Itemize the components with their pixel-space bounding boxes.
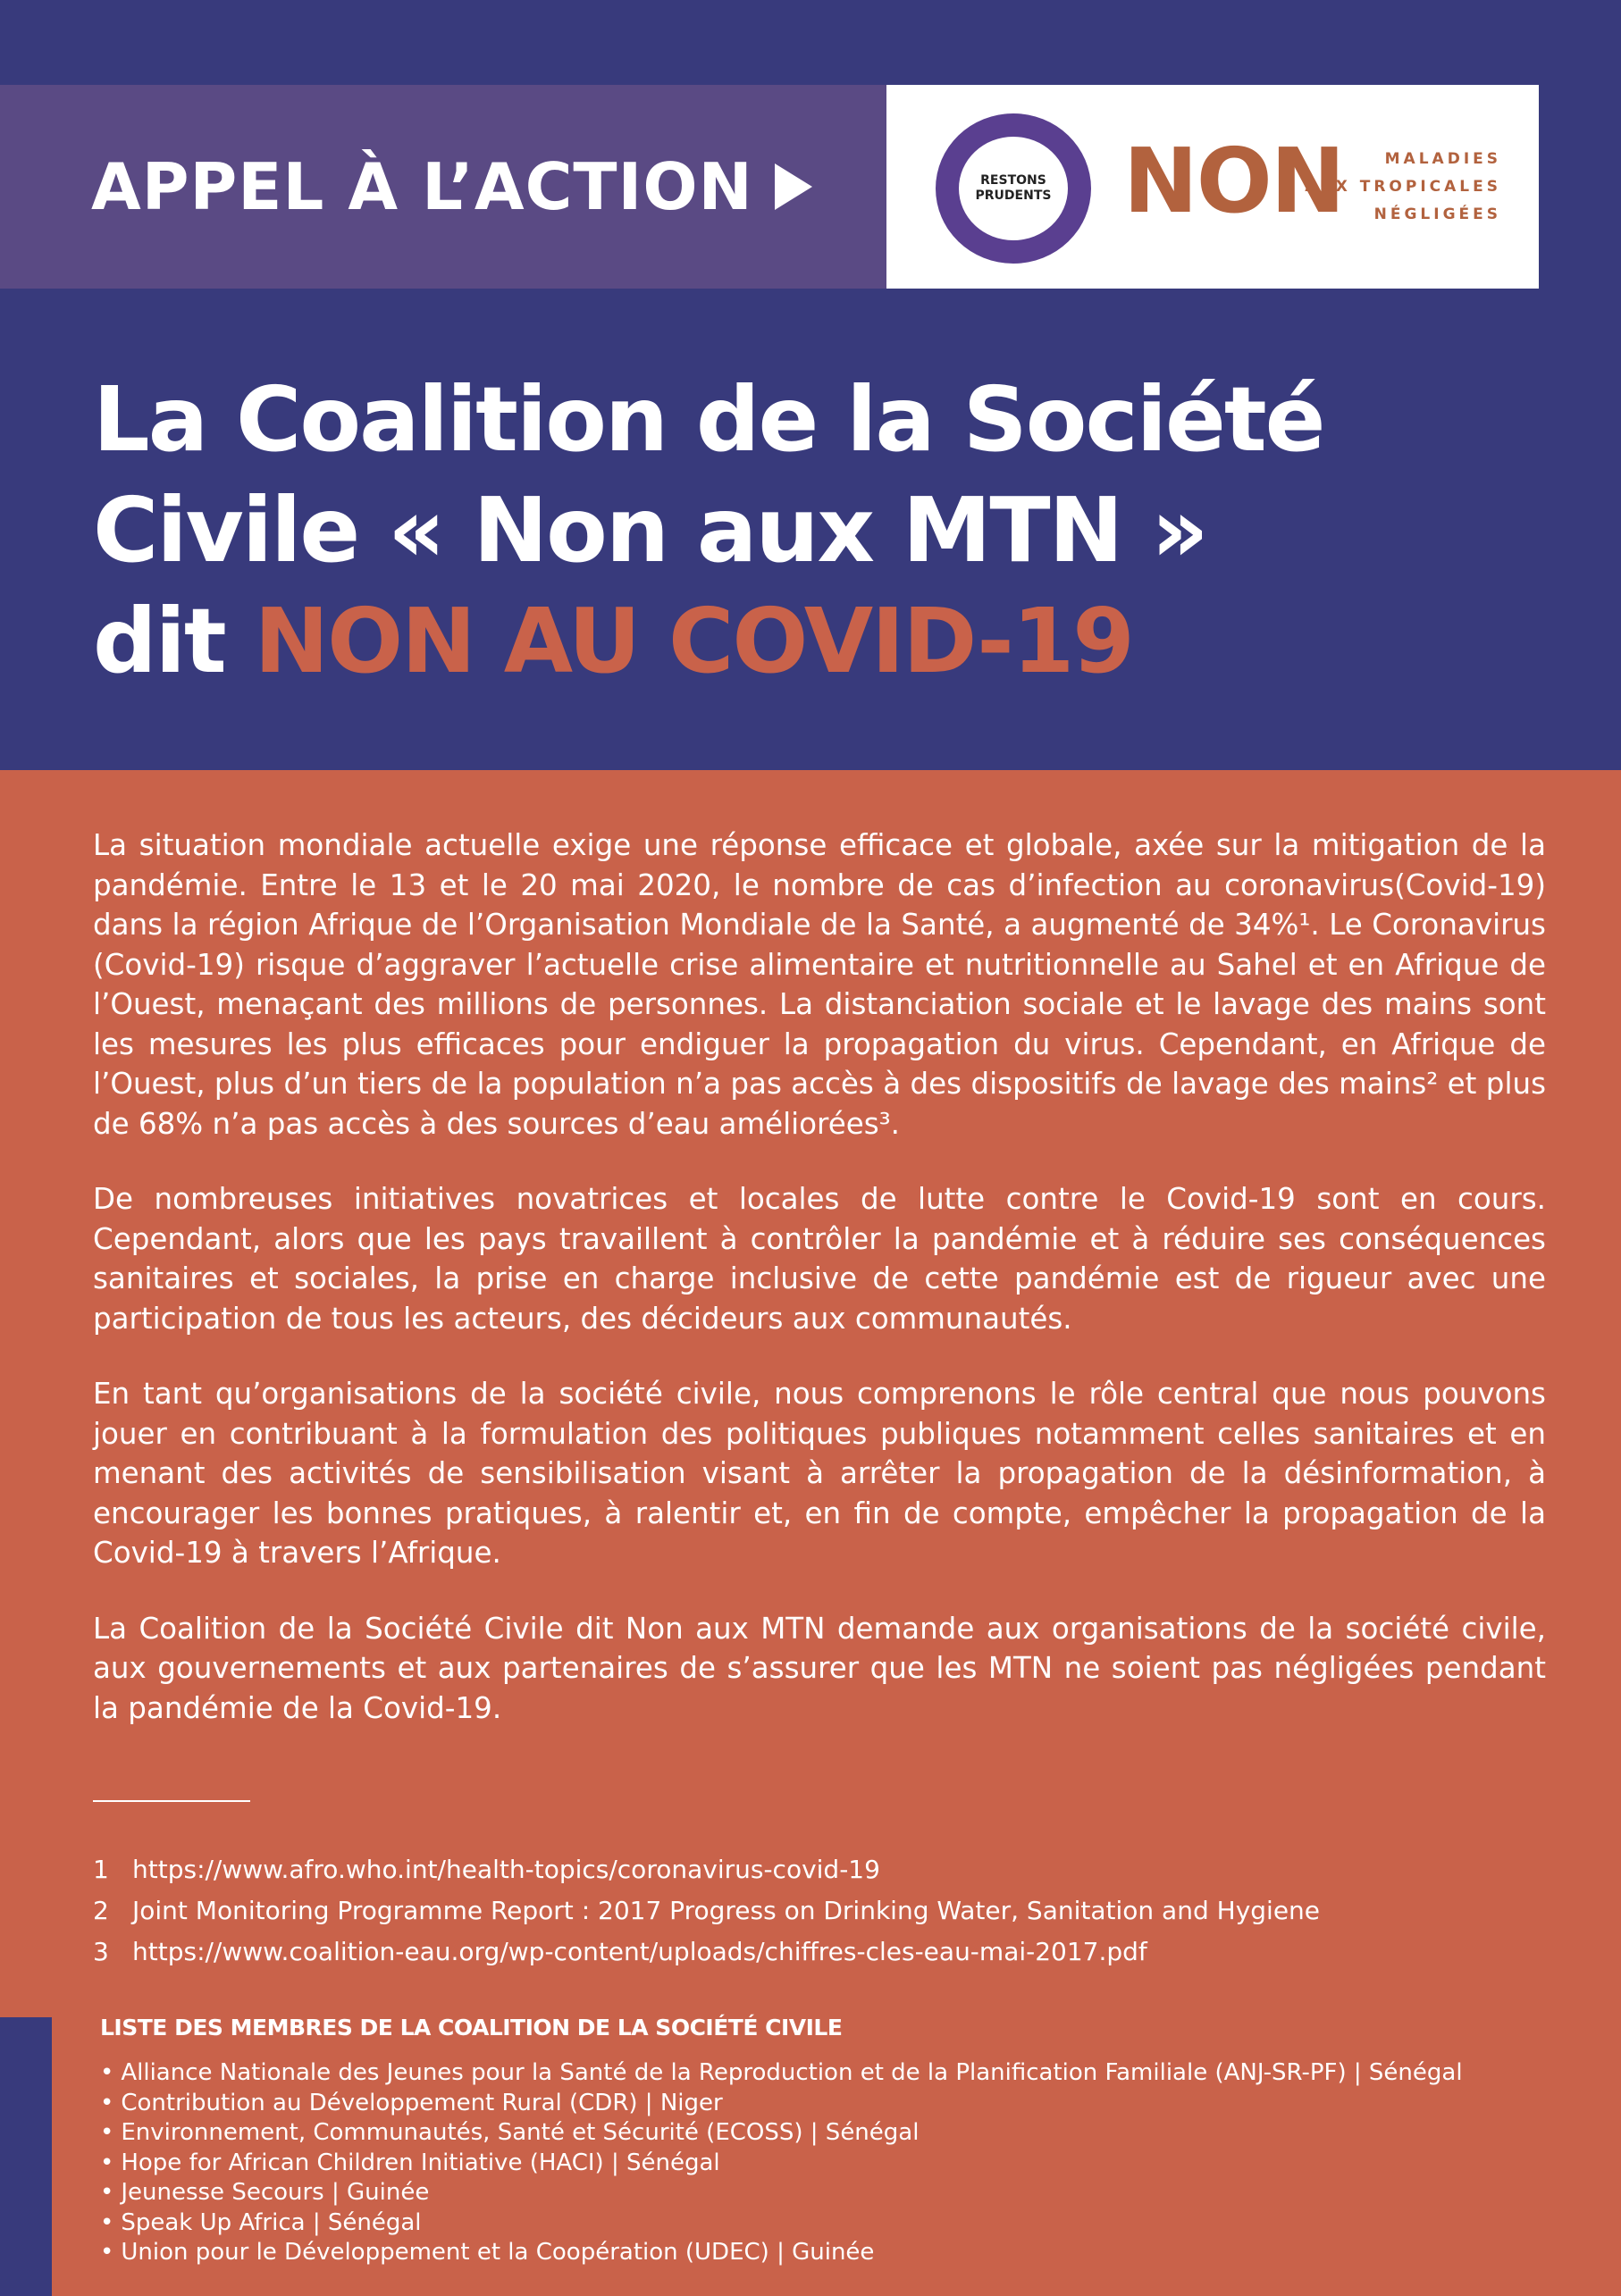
- list-item: • Jeunesse Secours | Guinée: [100, 2178, 1463, 2208]
- list-item: • Speak Up Africa | Sénégal: [100, 2208, 1463, 2239]
- paragraph-3: En tant qu’organisations de la société civile, nous comprenons le rôle central que nous pouvons jouer en contribuant à la formulation des politiques publiques notamment celles sanitaires et en menant des activités de sensibilisation visant à arrêter la propagation de la désinformation, à encourager les bonnes pratiques, à ralentir et, en fin de compte, empêcher la propagation de la Covid-19 à travers l’Afrique.: [93, 1377, 1546, 1570]
- list-item: • Contribution au Développement Rural (CDR) | Niger: [100, 2089, 1463, 2119]
- footnote-text[interactable]: https://www.coalition-eau.org/wp-content/uploads/chiffres-cles-eau-mai-2017.pdf: [132, 1937, 1147, 1966]
- title-accent: NON AU COVID-19: [254, 589, 1133, 693]
- list-item: • Union pour le Développement et la Coopération (UDEC) | Guinée: [100, 2238, 1463, 2268]
- call-to-action-title: APPEL À L’ACTION: [91, 149, 753, 224]
- list-item: • Alliance Nationale des Jeunes pour la Santé de la Reproduction et de la Planification Familiale (ANJ-SR-PF) | Sénégal: [100, 2058, 1463, 2089]
- page-title: [93, 365, 1323, 697]
- footnote-number: 2: [93, 1896, 109, 1925]
- footnote-item: [93, 1849, 1320, 1890]
- restons-prudents-logo: [936, 113, 1091, 264]
- restons-label: RESTONS: [980, 173, 1046, 188]
- mtn-logo-line1: MALADIES: [1384, 150, 1501, 168]
- title-line-2: Civile « Non aux MTN »: [93, 478, 1207, 582]
- paragraph-2: De nombreuses initiatives novatrices et locales de lutte contre le Covid-19 sont en cours. Cependant, alors que les pays travaillent à contrôler la pandémie et à réduire ses conséquences sanitaires et sociales, la prise en charge inclusive de cette pandémie est de rigueur avec une participation de tous les acteurs, des décideurs aux communautés.: [93, 1182, 1546, 1336]
- title-prefix: dit: [93, 589, 255, 693]
- members-heading: LISTE DES MEMBRES DE LA COALITION DE LA SOCIÉTÉ CIVILE: [100, 2015, 843, 2040]
- footnote-text: Joint Monitoring Programme Report : 2017 Progress on Drinking Water, Sanitation and Hygiene: [132, 1896, 1321, 1925]
- paragraph-4: La Coalition de la Société Civile dit Non aux MTN demande aux organisations de la société civile, aux gouvernements et aux partenaires de s’assurer que les MTN ne soient pas négligées pendant la pandémie de la Covid-19.: [93, 1611, 1546, 1725]
- footnote-number: 3: [93, 1937, 109, 1966]
- mtn-logo-line3: NÉGLIGÉES: [1373, 205, 1501, 223]
- footnote-text[interactable]: https://www.afro.who.int/health-topics/coronavirus-covid-19: [132, 1855, 880, 1884]
- paragraph-1: La situation mondiale actuelle exige une réponse efficace et globale, axée sur la mitigation de la pandémie. Entre le 13 et le 20 mai 2020, le nombre de cas d’infection au coronavirus(Covid-19) dans la région Afrique de l’Organisation Mondiale de la Santé, a augmenté de 34%¹. Le Coronavirus (Covid-19) risque d’aggraver l’actuelle crise alimentaire et nutritionnelle au Sahel et en Afrique de l’Ouest, menaçant des millions de personnes. La distanciation sociale et le lavage des mains sont les mesures les plus efficaces pour endiguer la propagation du virus. Cependant, en Afrique de l’Ouest, plus d’un tiers de la population n’a pas accès à des dispositifs de lavage des mains² et plus de 68% n’a pas accès à des sources d’eau améliorées³.: [93, 828, 1546, 1141]
- footnotes: [93, 1849, 1320, 1973]
- title-line-3: [93, 586, 1323, 697]
- footnote-item: [93, 1931, 1320, 1973]
- mtn-logo-text: [1305, 146, 1501, 229]
- play-arrow-icon: [775, 163, 812, 210]
- mtn-logo-line2: AUX TROPICALES: [1305, 178, 1501, 196]
- footnote-item: [93, 1890, 1320, 1931]
- body-text: [93, 825, 1546, 1764]
- logo-panel: [886, 85, 1539, 289]
- list-item: • Environnement, Communautés, Santé et Sécurité (ECOSS) | Sénégal: [100, 2118, 1463, 2149]
- title-line-1: La Coalition de la Société: [93, 367, 1324, 472]
- side-accent-bar: [0, 2017, 52, 2296]
- footnote-divider: [93, 1800, 250, 1802]
- call-to-action-banner: [0, 85, 886, 289]
- members-list: [100, 2058, 1463, 2268]
- prudents-label: PRUDENTS: [975, 189, 1052, 203]
- footnote-number: 1: [93, 1855, 109, 1884]
- list-item: • Hope for African Children Initiative (HACI) | Sénégal: [100, 2149, 1463, 2179]
- non-logo-word: NON: [1123, 129, 1344, 233]
